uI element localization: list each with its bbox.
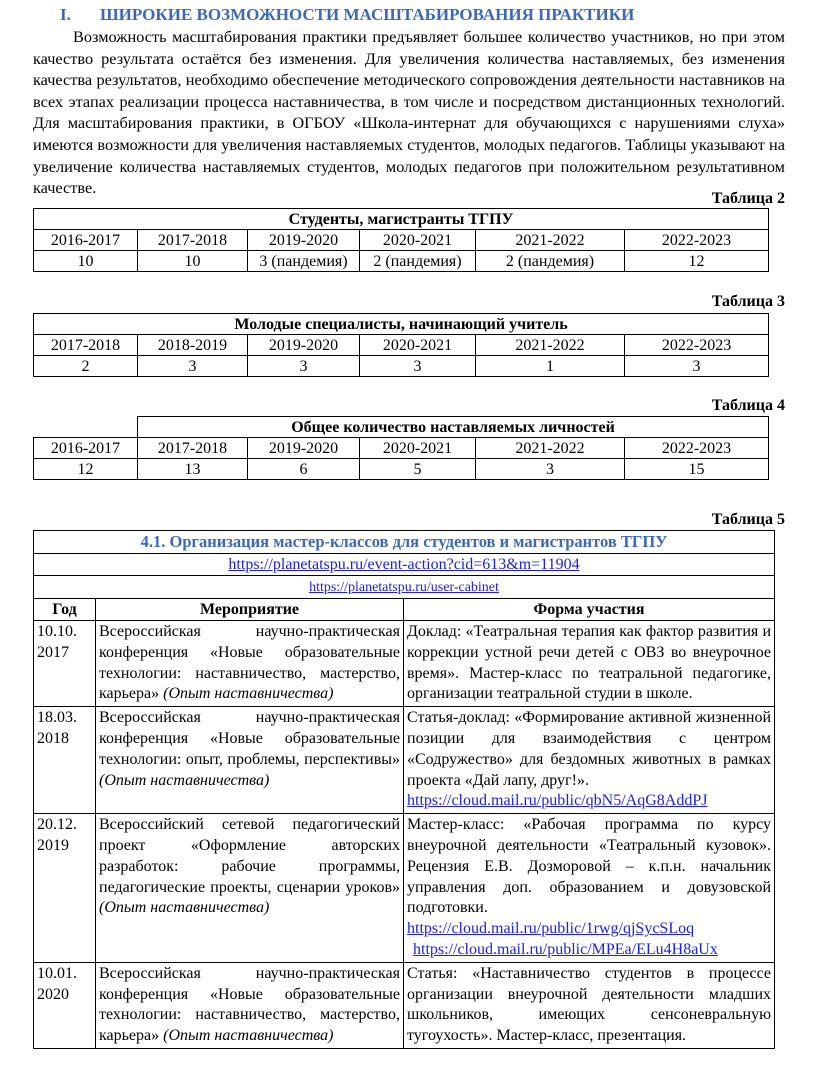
section-title: ШИРОКИЕ ВОЗМОЖНОСТИ МАСШТАБИРОВАНИЯ ПРАКТИКИ [100,5,635,24]
table3-year: 2020-2021 [360,335,476,356]
row-event-note: (Опыт наставничества) [99,771,270,789]
table3-year: 2018-2019 [138,335,248,356]
table2-value: 12 [625,251,769,272]
row-event-note: (Опыт наставничества) [163,685,334,703]
table3-year: 2021-2022 [476,335,625,356]
table4-value: 12 [34,459,138,480]
row-form: Мастер-класс: «Рабочая программа по курсу внеурочной деятельности «Театральный кузовок». Рецензия Е.В. Дозморовой – к.п.н. начальник управления доп. образованием и довузовской подготовки. [407,816,772,917]
table4-caption: Таблица 4 [711,397,785,414]
table5-title: 4.1. Организация мастер-классов для студентов и магистрантов ТГПУ [34,531,775,554]
row-event-note: (Опыт наставничества) [99,899,270,917]
table2-year: 2021-2022 [476,230,625,251]
table2-year: 2016-2017 [34,230,138,251]
intro-paragraph: Возможность масштабирования практики предъявляет большее количество участников, но при этом качество результата остаётся без изменения. Для увеличения количества наставляемых, без изменения качества результатов, необходимо обеспечение методического сопровождения деятельности наставников на всех этапах реализации процесса наставничества, в том числе и посредством дистанционных технологий. Для масштабирования практики, в ОГБОУ «Школа-интернат для обучающихся с нарушениями слуха» имеются возможности для увеличения наставляемых студентов, молодых педагогов. Таблицы указывают на увеличение количества наставляемых студентов, молодых педагогов при положительном результативном качестве. [33,27,785,198]
row-form: Статья: «Наставничество студентов в процессе организации внеурочной деятельности младших школьников, имеющих сенсоневральную тугоухость». Мастер-класс, презентация. [404,962,775,1048]
table4-year: 2020-2021 [360,438,476,459]
table3 [33,313,769,377]
table2-year: 2019-2020 [248,230,360,251]
table4 [33,416,769,480]
row-form: Доклад: «Театральная терапия как фактор развития и коррекции устной речи детей с ОВЗ во внеурочное время». Мастер-класс по театральной педагогике, организации театральной студии в школе. [404,621,775,707]
table4-value: 6 [248,459,360,480]
table3-year: 2017-2018 [34,335,138,356]
table2-year: 2020-2021 [360,230,476,251]
row-event: Всероссийская научно-практическая конференция «Новые образовательные технологии: наставничество, мастерство, карьера» [99,623,400,703]
table3-value: 3 [625,356,769,377]
table4-value: 15 [625,459,769,480]
table4-year: 2022-2023 [625,438,769,459]
header-event: Мероприятие [96,599,404,621]
table4-empty-cell [34,417,138,438]
table3-title: Молодые специалисты, начинающий учитель [34,314,769,335]
table4-year: 2016-2017 [34,438,138,459]
table-row [34,814,775,963]
table3-caption: Таблица 3 [711,293,785,310]
table4-year: 2021-2022 [476,438,625,459]
table5-caption: Таблица 5 [711,511,785,528]
cloud-link[interactable]: https://cloud.mail.ru/public/MPEa/ELu4H8aUx [413,940,718,958]
table2-value: 10 [138,251,248,272]
table2-year: 2017-2018 [138,230,248,251]
row-date: 20.12. 2019 [34,814,96,963]
cloud-link[interactable]: https://cloud.mail.ru/public/qbN5/AqG8AddPJ [407,792,708,810]
row-event-note: (Опыт наставничества) [163,1027,334,1045]
row-date: 18.03. 2018 [34,707,96,814]
table2-year: 2022-2023 [625,230,769,251]
header-form: Форма участия [404,599,775,621]
table4-value: 13 [138,459,248,480]
section-number: I. [60,5,71,24]
table2-caption: Таблица 2 [711,190,785,207]
table2-value: 10 [34,251,138,272]
table3-value: 3 [138,356,248,377]
event-link[interactable]: https://planetatspu.ru/event-action?cid=613&m=11904 [228,556,580,573]
table4-value: 5 [360,459,476,480]
table2 [33,208,769,272]
row-form: Статья-доклад: «Формирование активной жизненной позиции для взаимодействия с центром «Содружество» для бездомных животных в рамках проекта «Дай лапу, друг!». [407,709,772,789]
cloud-link[interactable]: https://cloud.mail.ru/public/1rwg/qjSycSLoq [407,920,695,938]
table-row [34,621,775,707]
header-year: Год [34,599,96,621]
table3-value: 1 [476,356,625,377]
table3-value: 3 [360,356,476,377]
row-date: 10.01. 2020 [34,962,96,1048]
table2-value: 2 (пандемия) [476,251,625,272]
table3-value: 2 [34,356,138,377]
table3-year: 2022-2023 [625,335,769,356]
table4-value: 3 [476,459,625,480]
table3-year: 2019-2020 [248,335,360,356]
table-row [34,962,775,1048]
table-row [34,707,775,814]
table2-value: 3 (пандемия) [248,251,360,272]
row-event: Всероссийский сетевой педагогический проект «Оформление авторских разработок: рабочие программы, педагогические проекты, сценарии уроков» [99,816,400,896]
row-event: Всероссийская научно-практическая конференция «Новые образовательные технологии: опыт, проблемы, перспективы» [99,709,400,768]
row-event: Всероссийская научно-практическая конференция «Новые образовательные технологии: наставничество, мастерство, карьера» [99,964,400,1045]
table4-year: 2019-2020 [248,438,360,459]
table4-title: Общее количество наставляемых личностей [138,417,769,438]
table2-value: 2 (пандемия) [360,251,476,272]
table3-value: 3 [248,356,360,377]
row-date: 10.10. 2017 [34,621,96,707]
table5 [33,530,775,1049]
cabinet-link[interactable]: https://planetatspu.ru/user-cabinet [309,580,499,595]
table4-year: 2017-2018 [138,438,248,459]
table2-title: Студенты, магистранты ТГПУ [34,209,769,230]
section-heading [60,4,760,26]
